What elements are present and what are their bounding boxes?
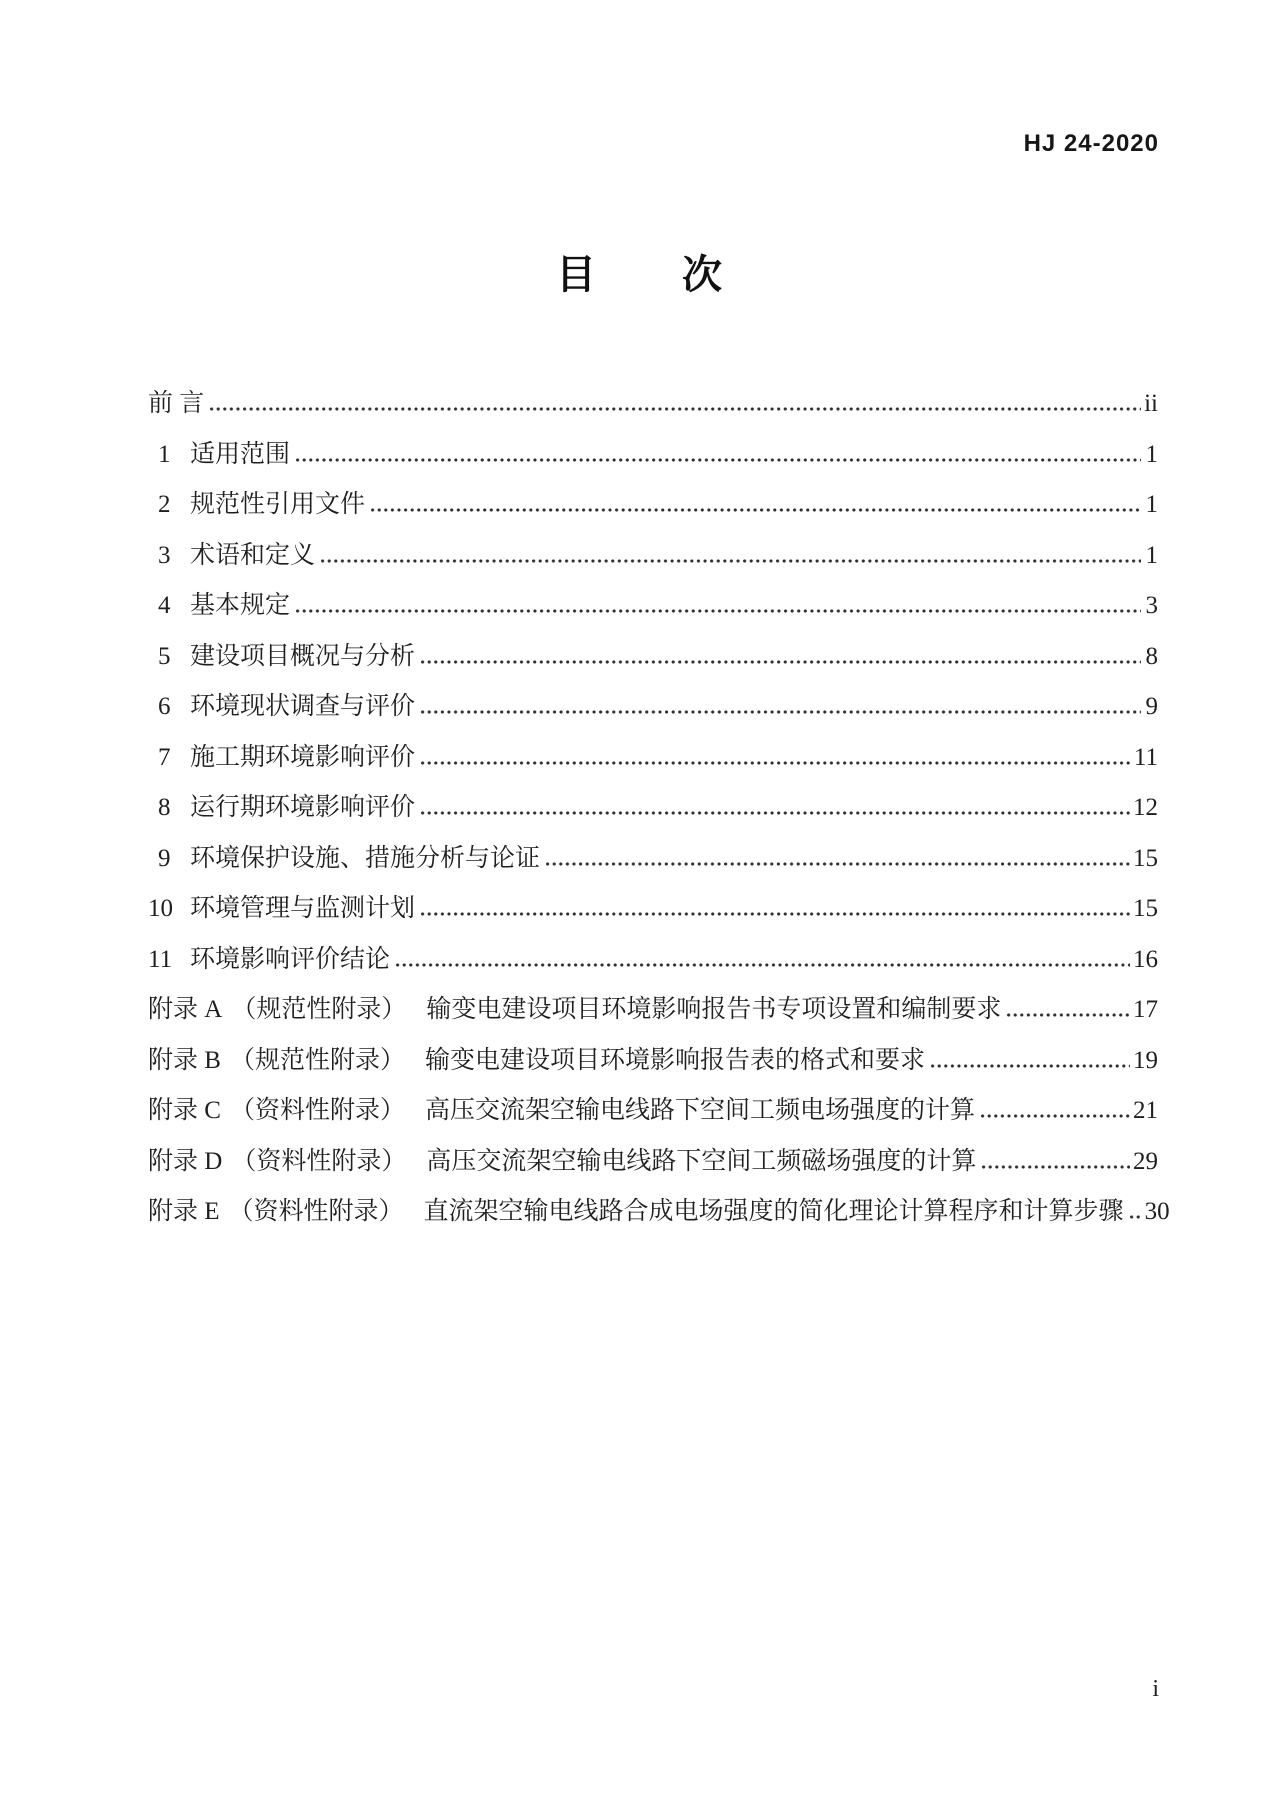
toc-chapter-row: [148, 944, 1158, 976]
toc-chapter-row: [148, 792, 1158, 824]
chapter-number: 2: [158, 491, 171, 518]
page-number: 8: [1145, 642, 1158, 670]
dot-leader: [421, 912, 1130, 916]
dot-leader: [1130, 1215, 1142, 1219]
appendix-kind: （规范性附录）: [231, 996, 407, 1023]
toc-title: 目 次: [556, 252, 724, 297]
appendix-kind: （规范性附录）: [229, 1046, 405, 1074]
chapter-title: 适用范围: [190, 440, 291, 468]
page-number: 1: [1145, 491, 1158, 518]
page-number: 3: [1145, 592, 1158, 619]
chapter-number: 10: [148, 895, 173, 922]
toc-list: [148, 388, 1170, 1247]
dot-leader: [321, 559, 1141, 563]
dot-leader: [296, 609, 1141, 613]
appendix-label: 附录 C: [148, 1097, 221, 1124]
appendix-label: 附录 A: [148, 996, 223, 1023]
chapter-title: 环境保护设施、措施分析与论证: [190, 844, 541, 872]
chapter-number: 6: [158, 693, 171, 720]
chapter-title: 施工期环境影响评价: [190, 743, 416, 771]
appendix-kind: （资料性附录）: [231, 1147, 407, 1175]
page-number: 16: [1133, 945, 1158, 973]
appendix-label: 附录 E: [148, 1198, 220, 1225]
dot-leader: [210, 407, 1141, 411]
toc-appendix-row: [148, 1196, 1170, 1228]
toc-chapter-row: [148, 489, 1158, 521]
page-number: 19: [1133, 1046, 1158, 1074]
dot-leader: [981, 1114, 1130, 1118]
toc-chapter-row: [148, 843, 1158, 875]
page-number: 1: [1145, 440, 1158, 468]
page-number: 29: [1133, 1147, 1158, 1175]
toc-chapter-row: [148, 540, 1158, 572]
chapter-number: 11: [148, 945, 173, 973]
chapter-number: 1: [158, 440, 171, 468]
appendix-title: 输变电建设项目环境影响报告书专项设置和编制要求: [426, 996, 1002, 1023]
page-number: 17: [1133, 996, 1158, 1023]
page-number: 12: [1133, 794, 1158, 821]
page-number: ii: [1144, 390, 1158, 417]
page-number: 21: [1133, 1097, 1158, 1124]
appendix-title: 高压交流架空输电线路下空间工频电场强度的计算: [424, 1097, 975, 1124]
page-number: 30: [1144, 1198, 1170, 1225]
dot-leader: [982, 1165, 1130, 1169]
chapter-title: 环境现状调查与评价: [190, 693, 416, 720]
dot-leader: [421, 710, 1141, 714]
toc-chapter-row: [148, 439, 1158, 471]
dot-leader: [931, 1064, 1130, 1068]
standard-code: HJ 24-2020: [1023, 130, 1159, 157]
toc-appendix-row: [148, 1095, 1158, 1127]
toc-appendix-row: [148, 994, 1158, 1026]
appendix-title: 高压交流架空输电线路下空间工频磁场强度的计算: [426, 1147, 977, 1175]
appendix-title: 输变电建设项目环境影响报告表的格式和要求: [424, 1046, 925, 1074]
dot-leader: [396, 963, 1130, 967]
dot-leader: [421, 660, 1141, 664]
chapter-title: 运行期环境影响评价: [190, 794, 416, 821]
chapter-title: 建设项目概况与分析: [190, 642, 416, 670]
chapter-title: 规范性引用文件: [190, 491, 366, 518]
appendix-title: 直流架空输电线路合成电场强度的简化理论计算程序和计算步骤: [423, 1198, 1124, 1225]
chapter-title: 前 言: [148, 390, 205, 417]
chapter-number: 9: [158, 844, 171, 872]
toc-chapter-row: [148, 893, 1158, 925]
chapter-title: 环境影响评价结论: [190, 945, 391, 973]
page-number: 15: [1133, 844, 1158, 872]
dot-leader: [421, 761, 1131, 765]
chapter-title: 术语和定义: [190, 541, 316, 569]
toc-chapter-row: [148, 742, 1158, 774]
toc-chapter-row: [148, 590, 1158, 622]
chapter-number: 8: [158, 794, 171, 821]
chapter-number: 3: [158, 541, 171, 569]
toc-appendix-row: [148, 1146, 1158, 1178]
toc-chapter-row: [148, 691, 1158, 723]
dot-leader: [296, 458, 1141, 462]
dot-leader: [421, 811, 1130, 815]
toc-chapter-row: [148, 388, 1158, 420]
chapter-number: 7: [158, 743, 171, 771]
footer-page-number: i: [1152, 1676, 1159, 1702]
dot-leader: [1007, 1013, 1130, 1017]
page-number: 9: [1145, 693, 1158, 720]
toc-chapter-row: [148, 641, 1158, 673]
appendix-label: 附录 B: [148, 1046, 221, 1074]
chapter-number: 5: [158, 642, 171, 670]
page-number: 11: [1133, 743, 1158, 771]
dot-leader: [371, 508, 1141, 512]
page-number: 15: [1133, 895, 1158, 922]
toc-appendix-row: [148, 1045, 1158, 1077]
page-number: 1: [1145, 541, 1158, 569]
dot-leader: [546, 862, 1130, 866]
chapter-title: 环境管理与监测计划: [190, 895, 416, 922]
appendix-kind: （资料性附录）: [229, 1097, 405, 1124]
appendix-label: 附录 D: [148, 1147, 223, 1175]
chapter-number: 4: [158, 592, 171, 619]
appendix-kind: （资料性附录）: [228, 1198, 404, 1225]
chapter-title: 基本规定: [190, 592, 291, 619]
